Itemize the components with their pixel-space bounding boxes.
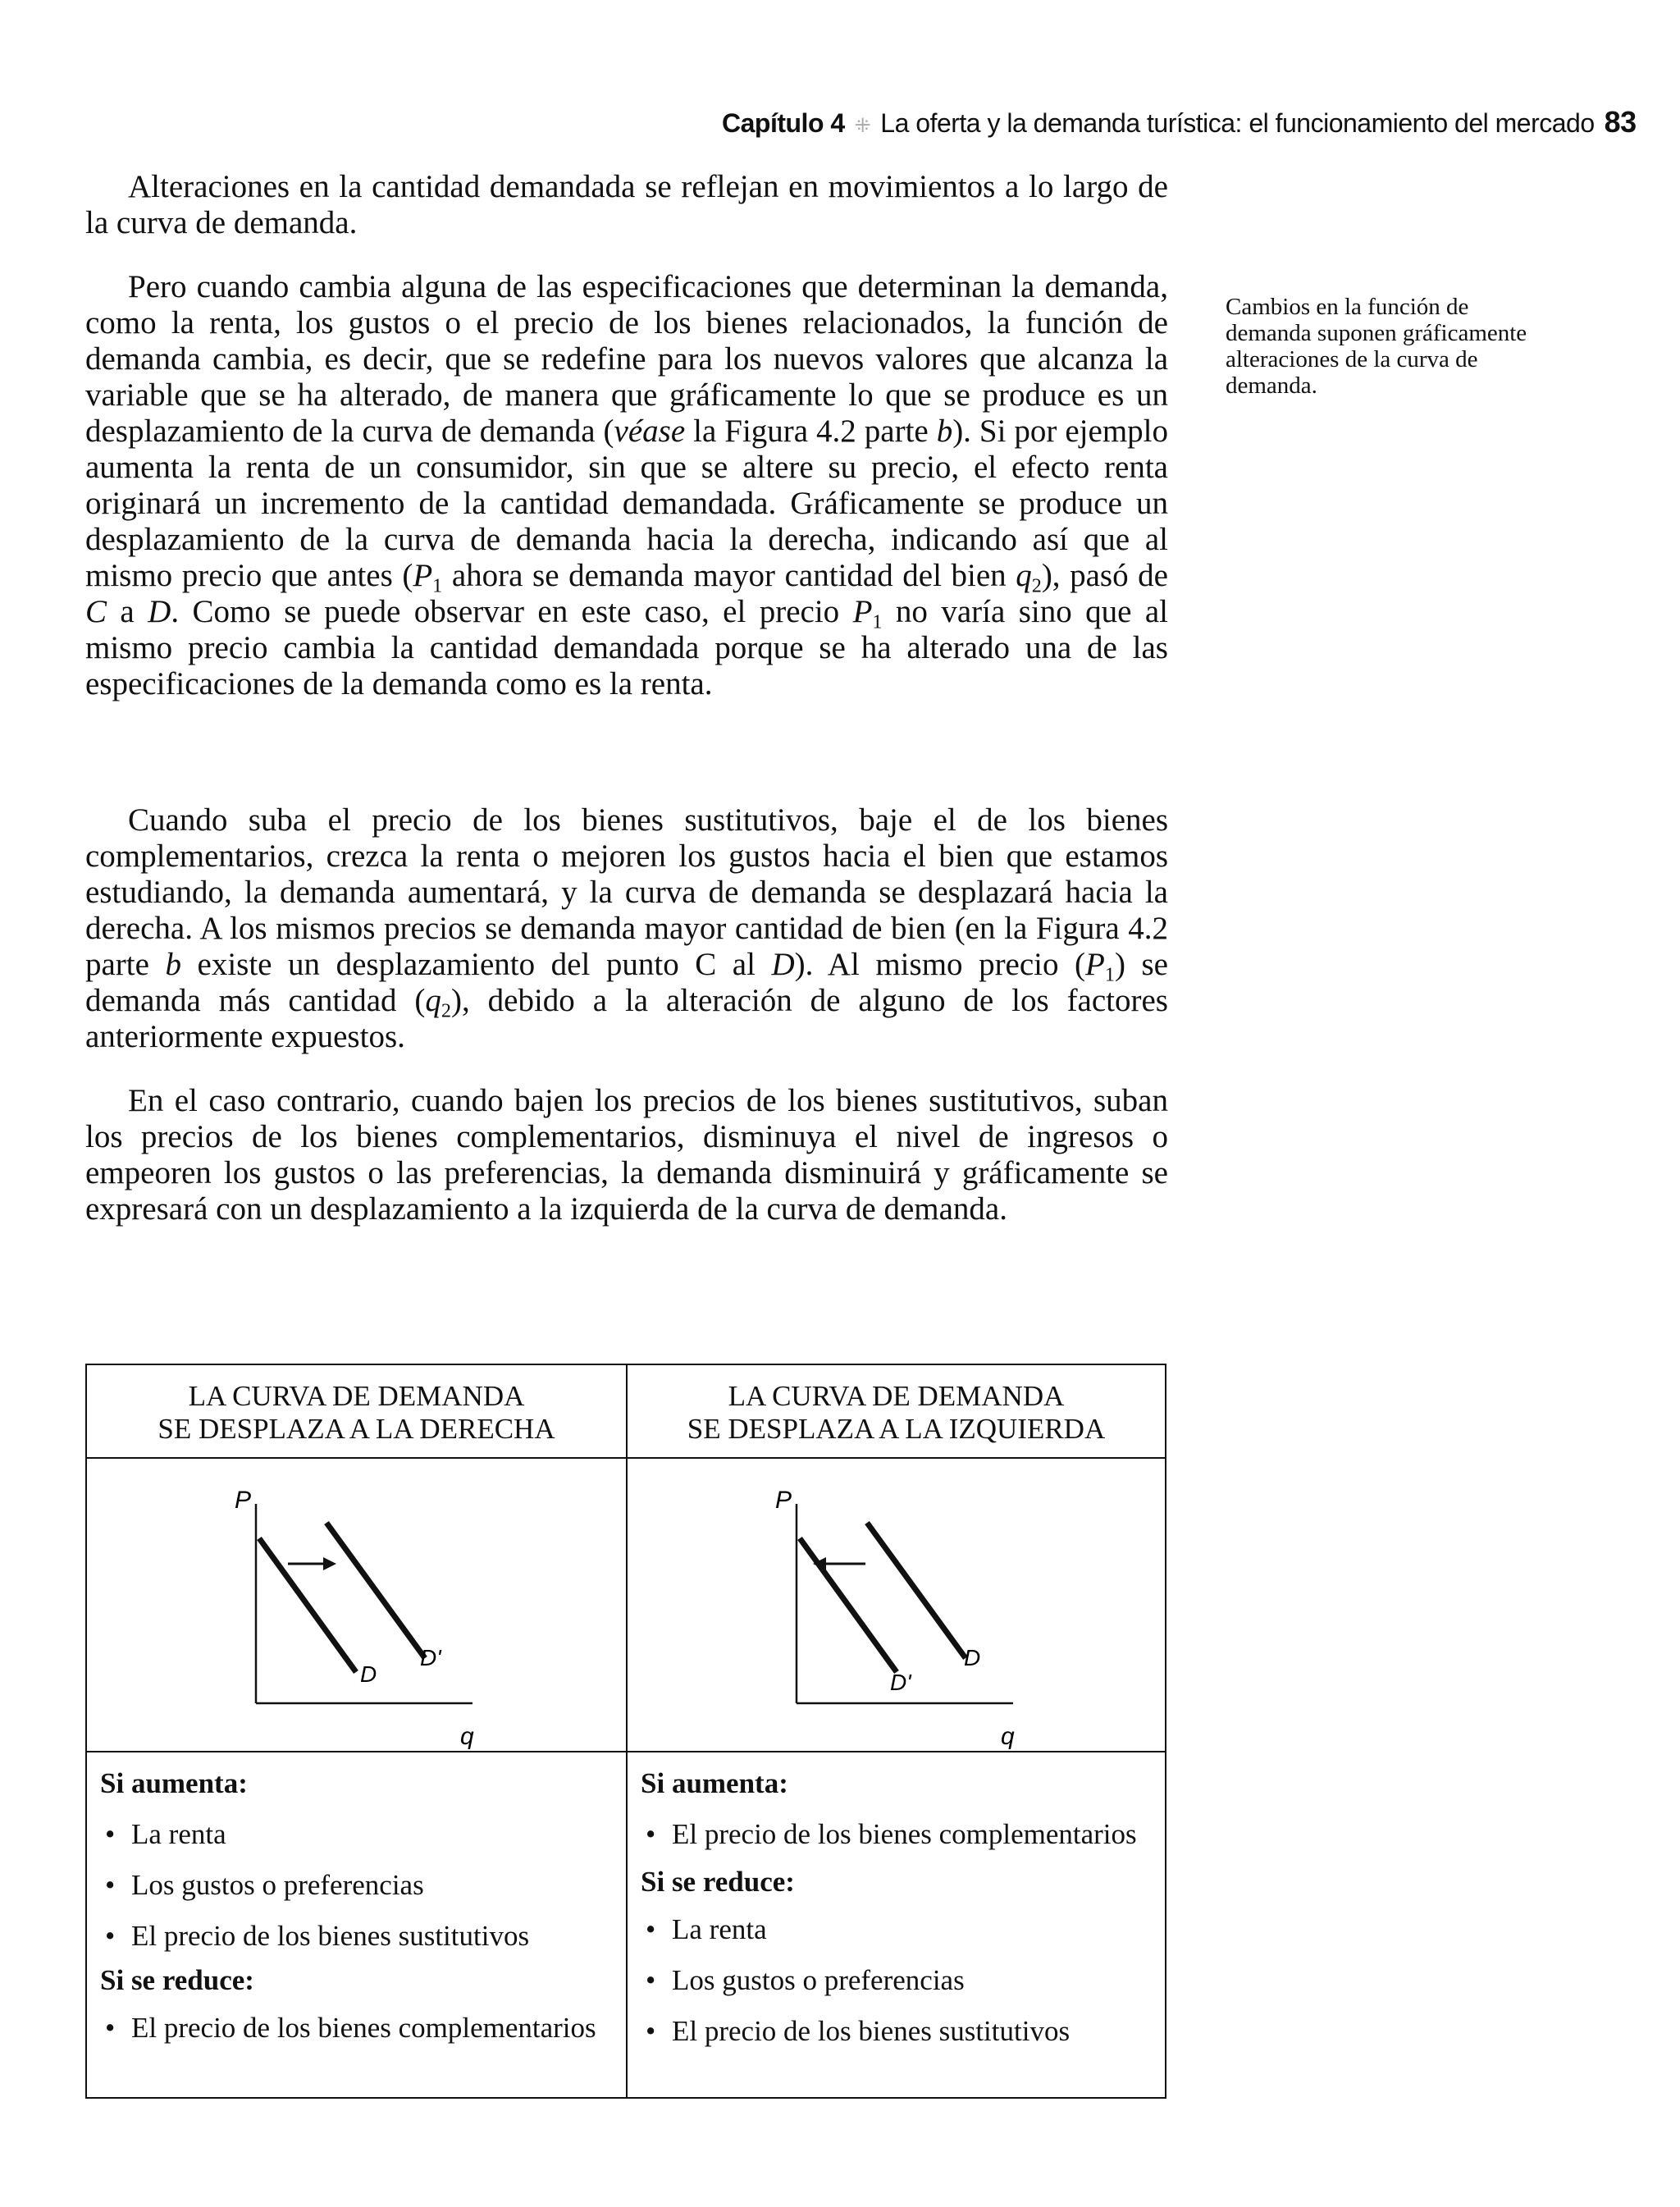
price-axis-label: P [775,1487,792,1514]
demand-curve-d [259,1538,356,1672]
paragraph-1: Alteraciones en la cantidad demandada se reflejan en movimientos a lo largo de la curva de demanda. [85,169,1168,240]
quantity-axis-label: q [1001,1723,1015,1750]
shift-right-factors [87,1752,626,2045]
paragraph-2: Pero cuando cambia alguna de las especificaciones que determinan la demanda, como la renta, los gustos o el precio de los bienes relacionados, la función de demanda cambia, es decir, que se redefine para los nuevos valores que alcanza la variable que se ha alterado, de manera que gráficamente lo que se produce es un desplazamiento de la curva de demanda (véase la Figura 4.2 parte b). Si por ejemplo aumenta la renta de un consumidor, sin que se altere su precio, el efecto renta originará un incremento de la cantidad demandada. Gráficamente se produce un desplazamiento de la curva de demanda hacia la derecha, indicando así que al mismo precio que antes ($P_1$ ahora se demanda mayor cantidad del bien $q_2$), pasó de C a D. Como se puede observar en este caso, el precio $P_1$ no varía sino que al mismo precio cambia la cantidad demandada porque se ha alterado una de las especificaciones de la demanda como es la renta. [85,269,1168,701]
shift-left-graph [628,1459,1165,1752]
header-separator: ⁜ [854,115,871,137]
list-item: • El precio de los bienes complementarios [105,2012,596,2044]
page-number: 83 [1604,105,1637,139]
shift-left-column [628,1365,1165,2097]
demand-curve-d-prime [800,1538,897,1672]
demand-curve-d [867,1523,966,1658]
shift-right-graph [87,1459,626,1752]
shift-left-diagram [628,1459,1165,1751]
list-item: • La renta [105,1818,226,1850]
list-item: • La renta [646,1913,767,1945]
quantity-axis-label: q [460,1723,474,1750]
running-header [722,105,1637,139]
shift-right-diagram [87,1459,624,1751]
demand-shift-figure [85,1364,1166,2099]
curve-label-d-prime: D' [890,1670,911,1695]
list-item: • El precio de los bienes complementarios [646,1818,1137,1850]
curve-label-d-prime: D' [420,1645,441,1670]
paragraph-3: Cuando suba el precio de los bienes sustitutivos, baje el de los bienes complementarios, crezca la renta o mejoren los gustos hacia el bien que estamos estudiando, la demanda aumentará, y la curva de demanda se desplazará hacia la derecha. A los mismos precios se demanda mayor cantidad de bien (en la Figura 4.2 parte b existe un desplazamiento del punto C al D). Al mismo precio $(P_1)$ se demanda más cantidad $(q_2)$, debido a la alteración de alguno de los factores anteriormente expuestos. [85,802,1168,1054]
list-item: • El precio de los bienes sustitutivos [105,1920,530,1952]
increase-label: Si aumenta: [641,1767,788,1799]
shift-left-factors [628,1752,1165,2048]
paragraph-4: En el caso contrario, cuando bajen los precios de los bienes sustitutivos, suban los precios de los bienes complementarios, disminuya el nivel de ingresos o empeoren los gustos o las preferencias, la demanda disminuirá y gráficamente se expresará con un desplazamiento a la izquierda de la curva de demanda. [85,1083,1168,1227]
chapter-title: La oferta y la demanda turística: el funcionamiento del mercado [880,108,1595,138]
reduce-label: Si se reduce: [100,1964,254,1996]
margin-note: Cambios en la función de demanda suponen gráficamente alteraciones de la curva de demanda. [1226,294,1527,399]
shift-right-heading: LA CURVA DE DEMANDA SE DESPLAZA A LA DERECHA [87,1365,626,1459]
arrow-right-icon [323,1557,336,1570]
chapter-label: Capítulo 4 [722,108,845,138]
list-item: • El precio de los bienes sustitutivos [646,2015,1071,2047]
price-axis-label: P [235,1487,252,1514]
shift-left-heading: LA CURVA DE DEMANDA SE DESPLAZA A LA IZQUIERDA [628,1365,1165,1459]
curve-label-d: D [360,1661,377,1687]
curve-label-d: D [964,1645,981,1670]
demand-curve-d-prime [326,1523,425,1658]
shift-right-column [87,1365,628,2097]
list-item: • Los gustos o preferencias [105,1869,424,1901]
reduce-label: Si se reduce: [641,1866,795,1898]
list-item: • Los gustos o preferencias [646,1964,965,1996]
increase-label: Si aumenta: [100,1767,248,1799]
